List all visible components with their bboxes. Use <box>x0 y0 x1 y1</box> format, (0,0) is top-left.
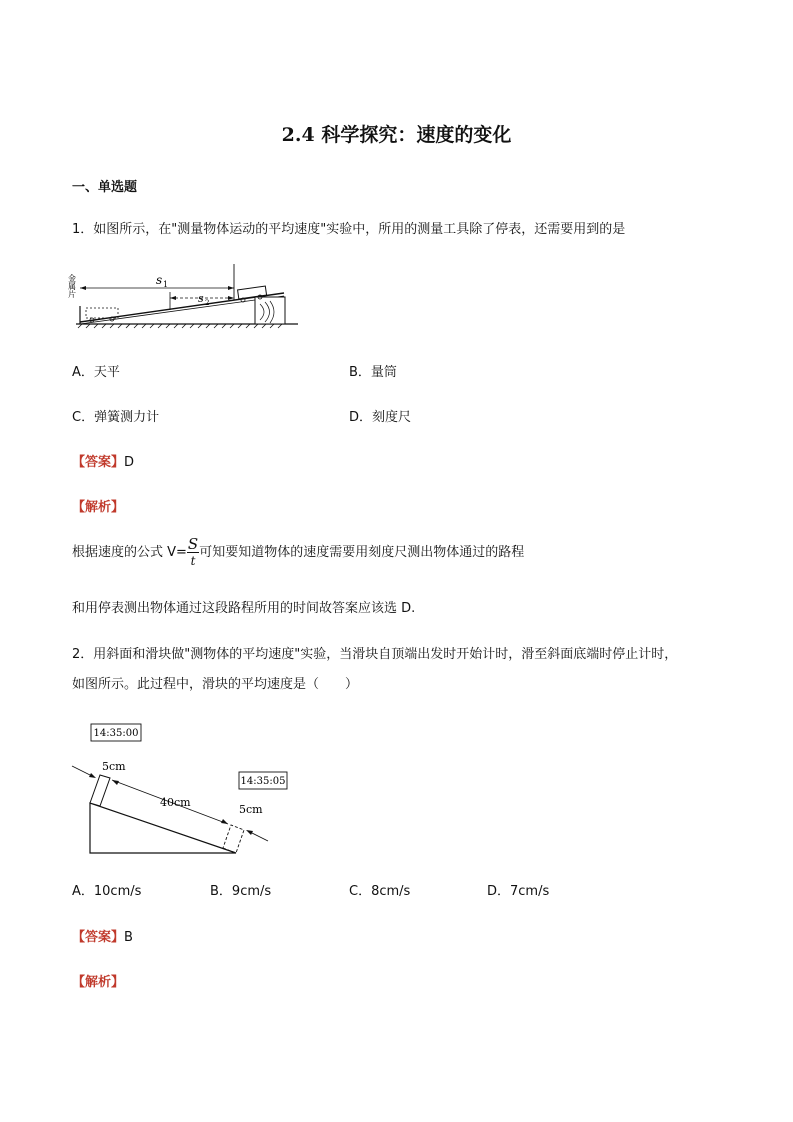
q1-answer-row <box>72 451 134 470</box>
q1-stem: 1．如图所示，在"测量物体运动的平均速度"实验中，所用的测量工具除了停表，还需要用到的是 <box>72 222 626 237</box>
q1-answer-value: D <box>124 455 135 470</box>
q2-analysis-tag: 【解析】 <box>72 975 125 990</box>
q2-answer-tag: 【答案】 <box>72 930 125 945</box>
q1-fig-s1: s <box>156 273 163 287</box>
q2-fig-time-end: 14:35:05 <box>240 776 286 787</box>
q1-option-d[interactable]: D．刻度尺 <box>349 410 412 425</box>
q2-fig-time-start: 14:35:00 <box>93 728 139 739</box>
q1-analysis-formula-line <box>72 535 524 571</box>
q2-fig-len-mid: 40cm <box>160 796 191 809</box>
q2-option-c[interactable]: C．8cm/s <box>349 884 411 899</box>
q1-option-c[interactable]: C．弹簧测力计 <box>72 410 160 425</box>
q1-fig-side-label: 金属片 <box>67 274 77 298</box>
q1-analysis-pre: 根据速度的公式 V= <box>72 545 187 560</box>
q1-answer-tag: 【答案】 <box>72 455 125 470</box>
q1-speed-fraction <box>187 536 199 569</box>
q2-stem-line2: 如图所示。此过程中，滑块的平均速度是（ ） <box>72 677 359 692</box>
q2-stem-line1: 2．用斜面和滑块做"测物体的平均速度"实验，当滑块自顶端出发时开始计时，滑至斜面底端时停止计时， <box>72 647 678 662</box>
q1-fraction-numerator: S <box>187 535 199 553</box>
q1-fig-s2-sub: 2 <box>205 299 210 307</box>
q2-answer-row <box>72 926 133 945</box>
page-title: 2.4 科学探究：速度的变化 <box>281 124 512 146</box>
q1-option-b[interactable]: B．量筒 <box>349 365 397 380</box>
q2-option-d[interactable]: D．7cm/s <box>487 884 550 899</box>
section-heading: 一、单选题 <box>72 180 138 195</box>
q1-analysis-tag: 【解析】 <box>72 500 125 515</box>
q2-option-b[interactable]: B．9cm/s <box>210 884 272 899</box>
q1-fig-s1-sub: 1 <box>163 280 169 289</box>
q2-option-a[interactable]: A．10cm/s <box>72 884 142 899</box>
q1-option-a[interactable]: A．天平 <box>72 365 120 380</box>
q2-answer-value: B <box>124 930 133 945</box>
q1-analysis-line2: 和用停表测出物体通过这段路程所用的时间故答案应该选 D. <box>72 601 416 616</box>
q1-fig-s2: s <box>198 292 204 305</box>
q1-fraction-denominator: t <box>190 554 196 568</box>
q2-figure-incline <box>68 720 288 860</box>
q2-fig-len-bottom: 5cm <box>239 803 263 816</box>
q1-figure-incline <box>67 260 302 332</box>
q2-fig-len-top: 5cm <box>102 760 126 773</box>
q1-analysis-post: 可知要知道物体的速度需要用刻度尺测出物体通过的路程 <box>199 545 525 560</box>
